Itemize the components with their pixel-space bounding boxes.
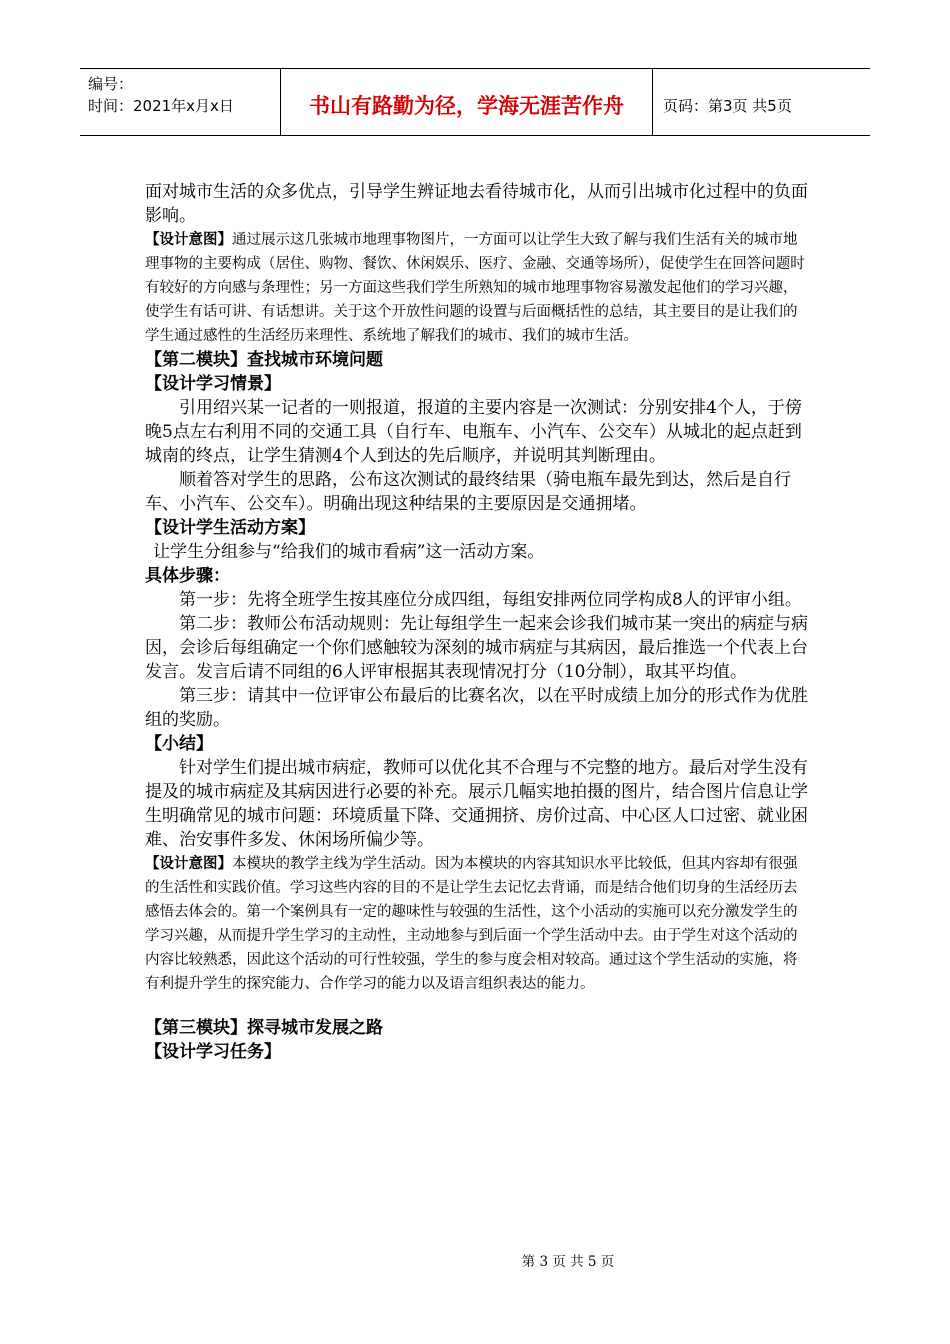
activity-paragraph: 让学生分组参与“给我们的城市看病”这一活动方案。 — [153, 542, 545, 562]
scenario-title: 【设计学习情景】 — [145, 374, 281, 394]
module2-title: 【第二模块】查找城市环境问题 — [145, 350, 383, 370]
page-header — [80, 68, 870, 136]
step-3: 第三步：请其中一位评审公布最后的比赛名次，以在平时成绩上加分的形式作为优胜组的奖励。 — [145, 686, 808, 730]
number-label: 编号： — [88, 75, 134, 93]
time-label: 时间：2021年x月x日 — [88, 97, 234, 115]
design-intent-2 — [145, 852, 810, 996]
page-footer: 第 3 页 共 5 页 — [521, 1254, 615, 1270]
scenario-paragraph-1: 引用绍兴某一记者的一则报道，报道的主要内容是一次测试：分别安排4个人，于傍晚5点左右利用不同的交通工具（自行车、电瓶车、小汽车、公交车）从城北的起点赶到城南的终点，让学生猜测4个人到达的先后顺序，并说明其判断理由。 — [145, 398, 802, 466]
task-title: 【设计学习任务】 — [145, 1042, 281, 1062]
step-1: 第一步：先将全班学生按其座位分成四组，每组安排两位同学构成8人的评审小组。 — [179, 590, 802, 610]
steps-title: 具体步骤： — [145, 566, 230, 586]
design-intent-label: 【设计意图】 — [145, 855, 232, 872]
summary-paragraph: 针对学生们提出城市病症，教师可以优化其不合理与不完整的地方。最后对学生没有提及的城市病症及其病因进行必要的补充。展示几幅实地拍摄的图片，结合图片信息让学生明确常见的城市问题：环境质量下降、交通拥挤、房价过高、中心区人口过密、就业困难、治安事件多发、休闲场所偏少等。 — [145, 758, 808, 850]
step-2: 第二步：教师公布活动规则：先让每组学生一起来会诊我们城市某一突出的病症与病因，会诊后每组确定一个你们感触较为深刻的城市病症与其病因，最后推选一个代表上台发言。发言后请不同组的6人评审根据其表现情况打分（10分制），取其平均值。 — [145, 614, 808, 682]
module3-title: 【第三模块】探寻城市发展之路 — [145, 1018, 383, 1038]
scenario-paragraph-2: 顺着答对学生的思路，公布这次测试的最终结果（骑电瓶车最先到达，然后是自行车、小汽车、公交车）。明确出现这种结果的主要原因是交通拥堵。 — [145, 470, 791, 514]
page-info: 页码：第3页 共5页 — [663, 96, 792, 115]
activity-title: 【设计学生活动方案】 — [145, 518, 315, 538]
design-intent-1 — [145, 228, 810, 348]
header-left — [80, 69, 280, 135]
motto: 书山有路勤为径，学海无涯苦作舟 — [280, 69, 653, 135]
paragraph-intro: 面对城市生活的众多优点，引导学生辨证地去看待城市化，从而引出城市化过程中的负面影响。 — [145, 182, 808, 226]
summary-title: 【小结】 — [145, 734, 213, 754]
design-intent-label: 【设计意图】 — [145, 231, 232, 248]
design-intent-text: 本模块的教学主线为学生活动。因为本模块的内容其知识水平比较低，但其内容却有很强的生活性和实践价值。学习这些内容的目的不是让学生去记忆去背诵，而是结合他们切身的生活经历去感悟去体会的。第一个案例具有一定的趣味性与较强的生活性，这个小活动的实施可以充分激发学生的学习兴趣，从而提升学生学习的主动性，主动地参与到后面一个学生活动中去。由于学生对这个活动的内容比较熟悉，因此这个活动的可行性较强，学生的参与度会相对较高。通过这个学生活动的实施，将有利提升学生的探究能力、合作学习的能力以及语言组织表达的能力。 — [145, 856, 798, 992]
spacer — [145, 996, 810, 1016]
design-intent-text: 通过展示这几张城市地理事物图片，一方面可以让学生大致了解与我们生活有关的城市地理事物的主要构成（居住、购物、餐饮、休闲娱乐、医疗、金融、交通等场所），促使学生在回答问题时有较好的方向感与条理性；另一方面这些我们学生所熟知的城市地理事物容易激发起他们的学习兴趣，使学生有话可讲、有话想讲。关于这个开放性问题的设置与后面概括性的总结，其主要目的是让我们的学生通过感性的生活经历来理性、系统地了解我们的城市、我们的城市生活。 — [145, 232, 805, 344]
document-body — [145, 180, 810, 1064]
